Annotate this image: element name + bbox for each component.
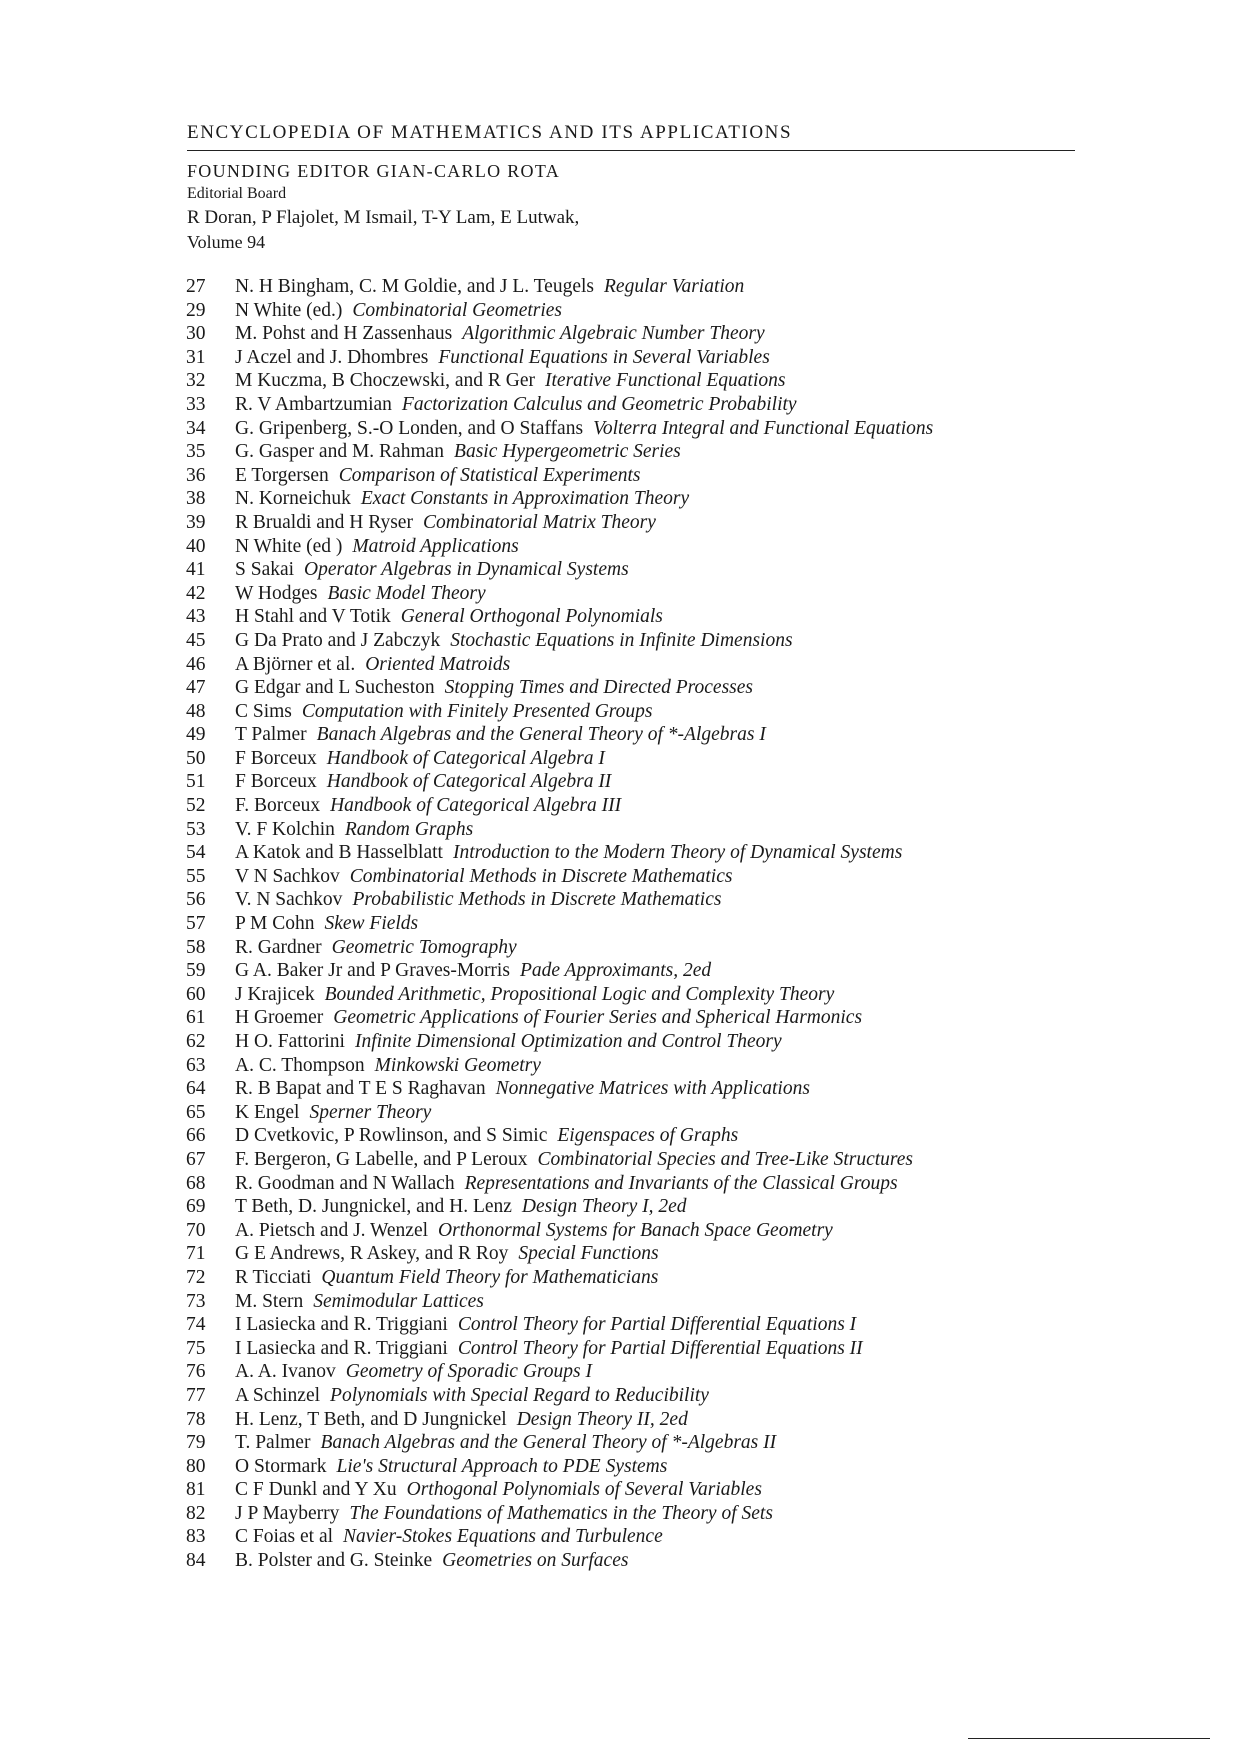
entry-title: Navier-Stokes Equations and Turbulence — [343, 1526, 663, 1548]
entry-text — [235, 417, 1075, 441]
entry-title: Banach Algebras and the General Theory of *-Algebras II — [320, 1432, 777, 1454]
entry-authors: H Groemer — [235, 1007, 324, 1029]
list-item — [0, 794, 1240, 818]
list-item — [0, 1313, 1240, 1337]
entry-authors: F Borceux — [235, 747, 317, 769]
entry-text — [235, 983, 1075, 1007]
entry-authors: R Brualdi and H Ryser — [235, 511, 413, 533]
volume-number-label: 62 — [186, 1031, 206, 1052]
entry-text — [235, 676, 1075, 700]
entry-authors: P M Cohn — [235, 913, 315, 935]
volume-number-label: 68 — [186, 1172, 206, 1194]
entry-title: Control Theory for Partial Differential Equations I — [457, 1314, 857, 1336]
volume-number-label: 52 — [186, 795, 206, 817]
entry-text — [235, 888, 1075, 912]
list-item — [0, 1360, 1240, 1384]
volume-number-label: 73 — [186, 1290, 206, 1312]
volume-number-label: 45 — [186, 629, 206, 651]
entry-text — [235, 912, 1075, 936]
entry-title: Oriented Matroids — [365, 653, 511, 675]
entry-title: Design Theory I, 2ed — [521, 1196, 687, 1218]
entry-title: Algorithmic Algebraic Number Theory — [462, 323, 765, 345]
list-item — [0, 346, 1240, 370]
entry-text — [235, 393, 1075, 417]
entry-text — [235, 1455, 1075, 1479]
entry-text — [235, 865, 1075, 889]
list-item — [0, 1525, 1240, 1549]
entry-authors: A Björner et al. — [235, 653, 356, 675]
volume-number-label: 84 — [186, 1550, 206, 1572]
entry-authors: D Cvetkovic, P Rowlinson, and S Simic — [235, 1125, 548, 1147]
entry-title: Geometric Applications of Fourier Series and Spherical Harmonics — [333, 1007, 863, 1029]
entry-text — [235, 770, 1075, 794]
volume-number-label: 27 — [186, 276, 206, 297]
volume-number-label: 34 — [186, 417, 206, 439]
volume-number-label: 31 — [186, 346, 206, 368]
volume-number-label: 57 — [186, 913, 206, 935]
volume-number-label: 53 — [186, 818, 206, 840]
list-item — [0, 841, 1240, 865]
volume-number-label: 54 — [186, 842, 206, 864]
volume-number-label: 36 — [186, 464, 206, 486]
header-rule — [187, 150, 1075, 151]
entry-authors: E Torgersen — [235, 464, 329, 486]
entry-text — [235, 369, 1075, 393]
list-item — [0, 393, 1240, 417]
list-item — [0, 865, 1240, 889]
entry-text — [235, 1408, 1075, 1432]
list-item — [0, 582, 1240, 606]
entry-text — [235, 582, 1075, 606]
list-item — [0, 912, 1240, 936]
list-item — [0, 1408, 1240, 1432]
entry-authors: N. H Bingham, C. M Goldie, and J L. Teugels — [235, 276, 594, 297]
entry-text — [235, 1054, 1075, 1078]
entry-title: Basic Hypergeometric Series — [454, 441, 681, 463]
entry-title: The Foundations of Mathematics in the Theory of Sets — [349, 1502, 773, 1524]
entry-text — [235, 1384, 1075, 1408]
list-item — [0, 605, 1240, 629]
entry-authors: G E Andrews, R Askey, and R Roy — [235, 1243, 509, 1265]
entry-title: Eigenspaces of Graphs — [557, 1125, 739, 1147]
entry-title: Quantum Field Theory for Mathematicians — [321, 1266, 659, 1288]
entry-text — [235, 959, 1075, 983]
volume-number-label: 69 — [186, 1196, 206, 1218]
volume-number-label: 33 — [186, 393, 206, 415]
list-item — [0, 535, 1240, 559]
entry-authors: H O. Fattorini — [235, 1031, 345, 1052]
entry-title: Nonnegative Matrices with Applications — [495, 1078, 810, 1100]
list-item — [0, 723, 1240, 747]
entry-text — [235, 653, 1075, 677]
entry-title: Operator Algebras in Dynamical Systems — [304, 559, 629, 581]
list-item — [0, 1172, 1240, 1196]
entry-title: Exact Constants in Approximation Theory — [360, 488, 690, 510]
list-item — [0, 1077, 1240, 1101]
entry-text — [235, 1431, 1075, 1455]
entry-text — [235, 841, 1075, 865]
list-item — [0, 983, 1240, 1007]
list-item — [0, 818, 1240, 842]
entry-text — [235, 1478, 1075, 1502]
entry-authors: T. Palmer — [235, 1432, 311, 1454]
entry-text — [235, 487, 1075, 511]
volume-number-label: 29 — [186, 299, 206, 321]
entry-authors: A Katok and B Hasselblatt — [235, 842, 443, 864]
volume-number-label: 81 — [186, 1479, 206, 1501]
entry-text — [235, 1172, 1075, 1196]
volume-number-label: 59 — [186, 960, 206, 982]
list-item — [0, 275, 1240, 299]
entry-authors: H. Lenz, T Beth, and D Jungnickel — [235, 1408, 507, 1430]
volume-number-label: 79 — [186, 1432, 206, 1454]
entry-authors: G Edgar and L Sucheston — [235, 677, 435, 699]
book-list — [0, 275, 1240, 1573]
list-item — [0, 487, 1240, 511]
founding-editor: FOUNDING EDITOR GIAN-CARLO ROTA — [187, 161, 561, 181]
entry-text — [235, 1266, 1075, 1290]
list-item — [0, 1478, 1240, 1502]
entry-title: Geometries on Surfaces — [442, 1550, 629, 1572]
entry-text — [235, 440, 1075, 464]
list-item — [0, 511, 1240, 535]
entry-authors: R. B Bapat and T E S Raghavan — [235, 1078, 486, 1100]
entry-authors: R Ticciati — [235, 1266, 312, 1288]
entry-authors: M Kuczma, B Choczewski, and R Ger — [235, 370, 536, 392]
entry-text — [235, 605, 1075, 629]
list-item — [0, 770, 1240, 794]
entry-authors: M. Stern — [235, 1290, 304, 1312]
volume-number-label: 76 — [186, 1361, 206, 1383]
editorial-board-label: Editorial Board — [187, 185, 287, 202]
entry-authors: G. Gasper and M. Rahman — [235, 441, 445, 463]
entry-authors: J Krajicek — [235, 983, 315, 1005]
series-title: ENCYCLOPEDIA OF MATHEMATICS AND ITS APPLICATIONS — [187, 122, 793, 143]
entry-title: Orthogonal Polynomials of Several Variables — [406, 1479, 762, 1501]
volume-number-label: 41 — [186, 559, 206, 581]
entry-authors: R. Goodman and N Wallach — [235, 1172, 455, 1194]
entry-authors: N White (ed ) — [235, 535, 343, 557]
volume-number-label: 75 — [186, 1337, 206, 1359]
entry-text — [235, 1313, 1075, 1337]
entry-authors: I Lasiecka and R. Triggiani — [235, 1314, 448, 1336]
list-item — [0, 629, 1240, 653]
entry-title: Lie's Structural Approach to PDE Systems — [336, 1455, 668, 1477]
entry-authors: O Stormark — [235, 1455, 327, 1477]
volume-number-label: 42 — [186, 582, 206, 604]
entry-text — [235, 1337, 1075, 1361]
list-item — [0, 417, 1240, 441]
list-item — [0, 1030, 1240, 1054]
entry-title: Combinatorial Methods in Discrete Mathematics — [349, 865, 733, 887]
entry-authors: N White (ed.) — [235, 299, 343, 321]
list-item — [0, 653, 1240, 677]
entry-authors: J Aczel and J. Dhombres — [235, 346, 429, 368]
entry-text — [235, 700, 1075, 724]
list-item — [0, 1549, 1240, 1573]
entry-title: Representations and Invariants of the Classical Groups — [464, 1172, 898, 1194]
volume-number-label: 66 — [186, 1125, 206, 1147]
list-item — [0, 1101, 1240, 1125]
entry-authors: T Beth, D. Jungnickel, and H. Lenz — [235, 1196, 512, 1218]
entry-title: Banach Algebras and the General Theory of *-Algebras I — [316, 724, 766, 746]
list-item — [0, 700, 1240, 724]
entry-authors: G. Gripenberg, S.-O Londen, and O Staffans — [235, 417, 584, 439]
entry-title: Comparison of Statistical Experiments — [338, 464, 641, 486]
entry-text — [235, 464, 1075, 488]
volume-number-label: 60 — [186, 983, 206, 1005]
entry-text — [235, 1101, 1075, 1125]
entry-text — [235, 794, 1075, 818]
entry-authors: C Sims — [235, 700, 292, 722]
entry-authors: G Da Prato and J Zabczyk — [235, 629, 441, 651]
entry-authors: F. Bergeron, G Labelle, and P Leroux — [235, 1148, 528, 1170]
list-item — [0, 959, 1240, 983]
entry-title: Computation with Finitely Presented Groups — [301, 700, 653, 722]
entry-authors: A. A. Ivanov — [235, 1361, 336, 1383]
entry-title: Sperner Theory — [309, 1101, 432, 1123]
entry-title: Volterra Integral and Functional Equations — [593, 417, 934, 439]
volume-number-label: 64 — [186, 1078, 206, 1100]
volume-number-label: 80 — [186, 1455, 206, 1477]
list-item — [0, 369, 1240, 393]
entry-text — [235, 1124, 1075, 1148]
entry-authors: C F Dunkl and Y Xu — [235, 1479, 397, 1501]
entry-title: Semimodular Lattices — [313, 1290, 484, 1312]
list-item — [0, 1054, 1240, 1078]
entry-title: Probabilistic Methods in Discrete Mathematics — [352, 889, 722, 911]
entry-title: Bounded Arithmetic, Propositional Logic and Complexity Theory — [324, 983, 835, 1005]
list-item — [0, 936, 1240, 960]
entry-authors: A. C. Thompson — [235, 1054, 365, 1076]
entry-text — [235, 1525, 1075, 1549]
volume-number-label: 56 — [186, 889, 206, 911]
list-item — [0, 1242, 1240, 1266]
entry-title: Polynomials with Special Regard to Reducibility — [330, 1384, 709, 1406]
volume-number-label: 55 — [186, 865, 206, 887]
entry-text — [235, 1290, 1075, 1314]
entry-authors: C Foias et al — [235, 1526, 334, 1548]
entry-text — [235, 511, 1075, 535]
entry-text — [235, 558, 1075, 582]
entry-authors: J P Mayberry — [235, 1502, 340, 1524]
entry-text — [235, 1502, 1075, 1526]
entry-title: Basic Model Theory — [327, 582, 486, 604]
volume-number-label: 63 — [186, 1054, 206, 1076]
volume-number-label: 49 — [186, 724, 206, 746]
list-item — [0, 1195, 1240, 1219]
volume-number-label: 47 — [186, 677, 206, 699]
entry-title: General Orthogonal Polynomials — [400, 606, 663, 628]
entry-text — [235, 275, 1075, 299]
volume-number-label: 78 — [186, 1408, 206, 1430]
list-item — [0, 322, 1240, 346]
volume-number-label: 70 — [186, 1219, 206, 1241]
entry-text — [235, 818, 1075, 842]
entry-authors: B. Polster and G. Steinke — [235, 1550, 433, 1572]
entry-authors: H Stahl and V Totik — [235, 606, 391, 628]
entry-title: Special Functions — [518, 1243, 659, 1265]
entry-title: Functional Equations in Several Variables — [438, 346, 770, 368]
entry-title: Introduction to the Modern Theory of Dynamical Systems — [452, 842, 903, 864]
entry-title: Handbook of Categorical Algebra II — [326, 771, 612, 793]
entry-title: Orthonormal Systems for Banach Space Geometry — [438, 1219, 833, 1241]
entry-text — [235, 629, 1075, 653]
entry-text — [235, 322, 1075, 346]
entry-title: Random Graphs — [344, 818, 474, 840]
entry-authors: V. F Kolchin — [235, 818, 335, 840]
volume-number-label: 67 — [186, 1148, 206, 1170]
entry-title: Design Theory II, 2ed — [516, 1408, 688, 1430]
entry-text — [235, 1360, 1075, 1384]
volume-number-label: 71 — [186, 1243, 206, 1265]
volume-number-label: 32 — [186, 370, 206, 392]
entry-title: Matroid Applications — [352, 535, 519, 557]
entry-text — [235, 346, 1075, 370]
entry-title: Handbook of Categorical Algebra I — [326, 747, 605, 769]
volume-number-label: 48 — [186, 700, 206, 722]
volume-number-label: 72 — [186, 1266, 206, 1288]
volume-number-label: 46 — [186, 653, 206, 675]
entry-text — [235, 1006, 1075, 1030]
volume-number-label: 61 — [186, 1007, 206, 1029]
entry-title: Combinatorial Species and Tree-Like Structures — [537, 1148, 914, 1170]
list-item — [0, 558, 1240, 582]
list-item — [0, 1455, 1240, 1479]
entry-text — [235, 1030, 1075, 1054]
entry-text — [235, 1148, 1075, 1172]
entry-title: Skew Fields — [324, 913, 419, 935]
list-item — [0, 747, 1240, 771]
entry-text — [235, 535, 1075, 559]
entry-authors: W Hodges — [235, 582, 318, 604]
entry-title: Infinite Dimensional Optimization and Control Theory — [354, 1031, 782, 1052]
volume-number-label: 65 — [186, 1101, 206, 1123]
entry-text — [235, 1549, 1075, 1573]
volume-number-label: 39 — [186, 511, 206, 533]
entry-title: Geometric Tomography — [331, 936, 517, 958]
entry-authors: A Schinzel — [235, 1384, 321, 1406]
editorial-board-members: R Doran, P Flajolet, M Ismail, T-Y Lam, E Lutwak, — [187, 207, 580, 228]
volume-number-label: 51 — [186, 771, 206, 793]
volume-number-label: 35 — [186, 441, 206, 463]
list-item — [0, 1006, 1240, 1030]
entry-authors: A. Pietsch and J. Wenzel — [235, 1219, 429, 1241]
entry-title: Regular Variation — [604, 276, 745, 297]
entry-authors: M. Pohst and H Zassenhaus — [235, 323, 453, 345]
entry-authors: V. N Sachkov — [235, 889, 343, 911]
entry-title: Minkowski Geometry — [374, 1054, 541, 1076]
entry-text — [235, 1195, 1075, 1219]
entry-authors: T Palmer — [235, 724, 307, 746]
volume-number-label: 43 — [186, 606, 206, 628]
list-item — [0, 299, 1240, 323]
entry-authors: N. Korneichuk — [235, 488, 351, 510]
entry-title: Stopping Times and Directed Processes — [444, 677, 754, 699]
volume-number-label: 83 — [186, 1526, 206, 1548]
volume-number-label: 40 — [186, 535, 206, 557]
list-item — [0, 888, 1240, 912]
entry-authors: S Sakai — [235, 559, 295, 581]
entry-authors: F. Borceux — [235, 795, 321, 817]
entry-title: Handbook of Categorical Algebra III — [330, 795, 622, 817]
entry-authors: R. V Ambartzumian — [235, 393, 392, 415]
entry-text — [235, 299, 1075, 323]
entry-title: Control Theory for Partial Differential Equations II — [457, 1337, 863, 1359]
entry-title: Iterative Functional Equations — [545, 370, 786, 392]
entry-title: Geometry of Sporadic Groups I — [345, 1361, 592, 1383]
list-item — [0, 676, 1240, 700]
list-item — [0, 464, 1240, 488]
list-item — [0, 440, 1240, 464]
entry-text — [235, 1219, 1075, 1243]
list-item — [0, 1219, 1240, 1243]
entry-text — [235, 723, 1075, 747]
entry-text — [235, 1077, 1075, 1101]
entry-authors: I Lasiecka and R. Triggiani — [235, 1337, 448, 1359]
list-item — [0, 1266, 1240, 1290]
volume-number-label: 38 — [186, 488, 206, 510]
footer-rule — [968, 1738, 1210, 1739]
list-item — [0, 1337, 1240, 1361]
entry-authors: G A. Baker Jr and P Graves-Morris — [235, 960, 510, 982]
list-item — [0, 1431, 1240, 1455]
entry-authors: R. Gardner — [235, 936, 322, 958]
volume-number-label: 58 — [186, 936, 206, 958]
entry-title: Factorization Calculus and Geometric Probability — [401, 393, 797, 415]
list-item — [0, 1124, 1240, 1148]
volume-number: Volume 94 — [187, 232, 266, 252]
entry-text — [235, 936, 1075, 960]
volume-number-label: 77 — [186, 1384, 206, 1406]
entry-title: Pade Approximants, 2ed — [519, 960, 712, 982]
entry-authors: V N Sachkov — [235, 865, 340, 887]
entry-title: Stochastic Equations in Infinite Dimensions — [450, 629, 793, 651]
list-item — [0, 1384, 1240, 1408]
entry-text — [235, 747, 1075, 771]
list-item — [0, 1502, 1240, 1526]
entry-title: Combinatorial Matrix Theory — [422, 511, 656, 533]
list-item — [0, 1290, 1240, 1314]
volume-number-label: 30 — [186, 323, 206, 345]
entry-authors: F Borceux — [235, 771, 317, 793]
list-item — [0, 1148, 1240, 1172]
entry-authors: K Engel — [235, 1101, 300, 1123]
volume-number-label: 74 — [186, 1314, 206, 1336]
volume-number-label: 50 — [186, 747, 206, 769]
entry-title: Combinatorial Geometries — [352, 299, 563, 321]
volume-number-label: 82 — [186, 1502, 206, 1524]
entry-text — [235, 1242, 1075, 1266]
